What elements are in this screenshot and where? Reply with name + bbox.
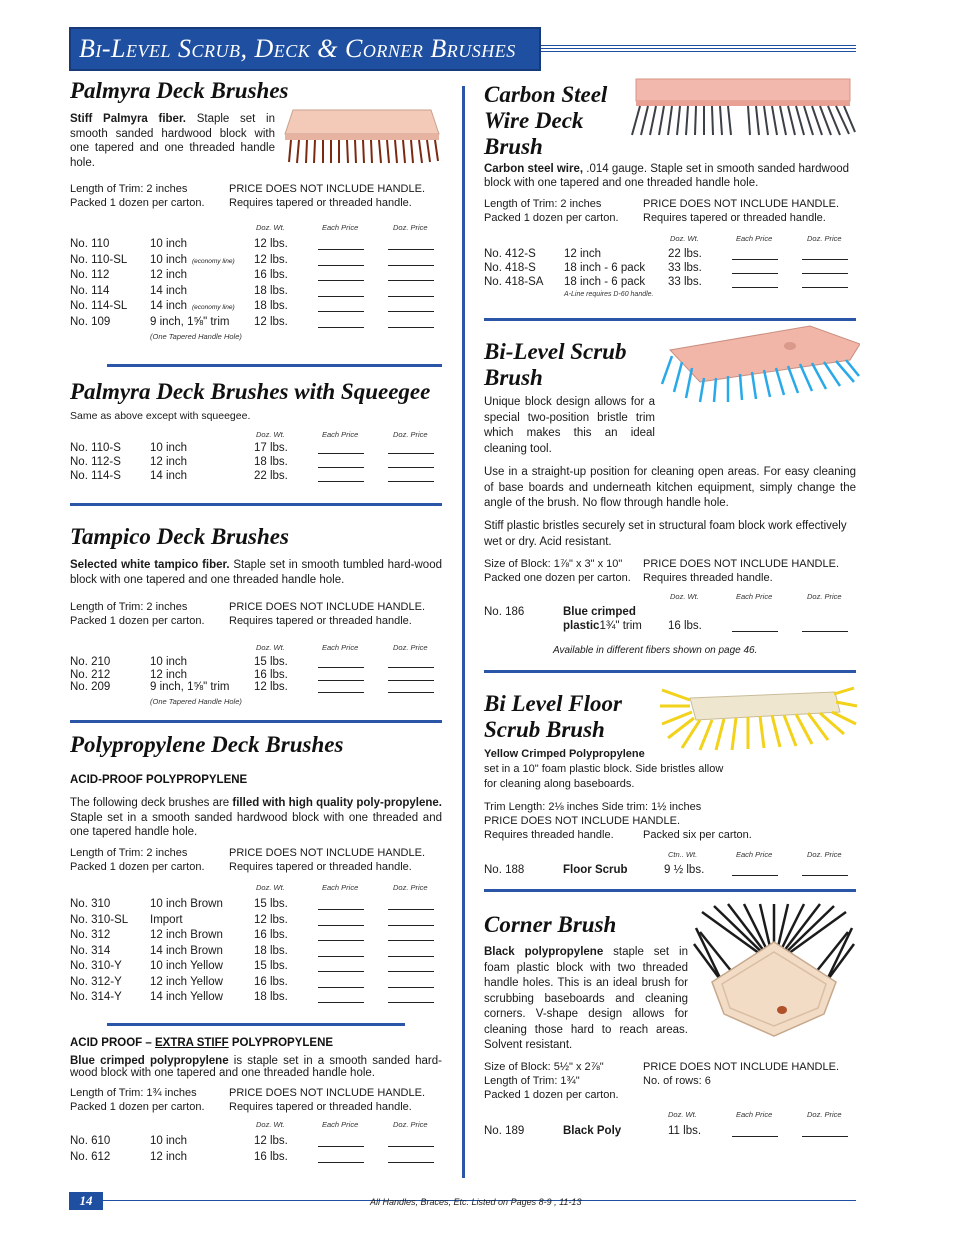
tampico-trim: Length of Trim: 2 inches (70, 601, 188, 613)
tampico-description: Selected white tampico fiber. Staple set in smooth tumbled hard-wood block with one tapered and one threaded handle hole. (70, 559, 442, 586)
palmyra-price-note: PRICE DOES NOT INCLUDE HANDLE. (229, 183, 426, 195)
corner-size: Size of Block: 5½" x 2⅞" (484, 1061, 604, 1073)
poly-extra-price-note: PRICE DOES NOT INCLUDE HANDLE. (229, 1087, 426, 1099)
carbon-heading-line1: Carbon Steel (484, 82, 608, 107)
each-price-field[interactable] (318, 670, 364, 681)
col-header-each: Each Price (322, 430, 359, 439)
each-price-field[interactable] (732, 865, 778, 876)
doz-price-field[interactable] (802, 1126, 848, 1137)
squeegee-description: Same as above except with squeegee. (70, 410, 251, 422)
bilevel-heading-line2: Brush (484, 365, 543, 390)
bilevel-packed: Packed one dozen per carton. (484, 572, 631, 584)
doz-price-field[interactable] (388, 239, 434, 250)
each-price-field[interactable] (318, 443, 364, 454)
corner-trim: Length of Trim: 1¾" (484, 1075, 580, 1087)
header-decorative-lines (541, 45, 856, 53)
table-row: No. 189 Black Poly 11 lbs. (484, 1125, 856, 1141)
carbon-packed: Packed 1 dozen per carton. (484, 212, 619, 224)
poly-price-table (70, 898, 442, 1007)
palmyra-heading: Palmyra Deck Brushes (70, 78, 289, 103)
corner-price-table (484, 1125, 856, 1141)
each-price-field[interactable] (318, 899, 364, 910)
doz-price-field[interactable] (388, 946, 434, 957)
section-divider (70, 720, 442, 723)
col-header-each: Each Price (322, 883, 359, 892)
carbon-price-table (484, 248, 856, 290)
table-row: No. 310-Y 10 inch Yellow 15 lbs. (70, 960, 442, 976)
table-row: No. 188 Floor Scrub 9 ½ lbs. (484, 864, 856, 880)
poly-description: The following deck brushes are filled with high quality poly-propylene. Staple set in a smooth sanded hardwood block with one threaded and one tapered handle hole. (70, 797, 442, 838)
bi-level-scrub-brush-image (660, 322, 860, 404)
section-divider (484, 318, 856, 321)
col-header-wt: Doz. Wt. (256, 643, 285, 652)
each-price-field[interactable] (318, 682, 364, 693)
bilevel-availability-note: Available in different fibers shown on page 46. (553, 645, 758, 656)
bilevel-price-note: PRICE DOES NOT INCLUDE HANDLE. (643, 558, 840, 570)
col-header-doz: Doz. Price (393, 223, 428, 232)
col-header-each: Each Price (736, 234, 773, 243)
col-header-each: Each Price (322, 643, 359, 652)
table-row: No. 312 12 inch Brown 16 lbs. (70, 929, 442, 945)
section-divider (107, 1023, 405, 1026)
doz-price-field[interactable] (388, 657, 434, 668)
poly-heading: Polypropylene Deck Brushes (70, 732, 344, 757)
doz-price-field[interactable] (388, 270, 434, 281)
poly-subheading: ACID-PROOF POLYPROPYLENE (70, 774, 248, 786)
each-price-field[interactable] (318, 915, 364, 926)
col-header-doz: Doz. Price (807, 850, 842, 859)
table-row: No. 314 14 inch Brown 18 lbs. (70, 945, 442, 961)
doz-price-field[interactable] (388, 682, 434, 693)
palmyra-price-table (70, 238, 442, 331)
col-header-doz: Doz. Price (807, 1110, 842, 1119)
table-row: No. 112-S 12 inch 18 lbs. (70, 456, 442, 470)
palmyra-brush-image (281, 106, 443, 166)
doz-price-field[interactable] (388, 443, 434, 454)
col-header-doz: Doz. Price (393, 1120, 428, 1129)
poly-extra-stiff-subheading: ACID PROOF – EXTRA STIFF POLYPROPYLENE (70, 1037, 334, 1049)
poly-extra-packed: Packed 1 dozen per carton. (70, 1101, 205, 1113)
page-title: Bi-Level Scrub, Deck & Corner Brushes (79, 34, 516, 63)
col-header-wt: Doz. Wt. (256, 223, 285, 232)
each-price-field[interactable] (318, 301, 364, 312)
floor-description: Yellow Crimped Polypropylene set in a 10" foam plastic block. Side bristles allow for cleaning along baseboards. (484, 748, 724, 790)
table-row: No. 110 10 inch 12 lbs. (70, 238, 442, 254)
each-price-field[interactable] (318, 239, 364, 250)
doz-price-field[interactable] (388, 317, 434, 328)
table-row: No. 612 12 inch 16 lbs. (70, 1151, 442, 1167)
poly-trim: Length of Trim: 2 inches (70, 847, 188, 859)
each-price-field[interactable] (318, 270, 364, 281)
col-header-doz: Doz. Price (807, 234, 842, 243)
table-row: No. 212 12 inch 16 lbs. (70, 669, 442, 682)
each-price-field[interactable] (318, 317, 364, 328)
floor-scrub-brush-image (660, 684, 858, 754)
tampico-heading: Tampico Deck Brushes (70, 524, 289, 549)
each-price-field[interactable] (732, 277, 778, 288)
palmyra-footnote: (One Tapered Handle Hole) (150, 332, 242, 341)
doz-price-field[interactable] (388, 961, 434, 972)
poly-packed: Packed 1 dozen per carton. (70, 861, 205, 873)
col-header-each: Each Price (322, 223, 359, 232)
col-header-wt: Doz. Wt. (668, 1110, 697, 1119)
table-row: No. 412-S 12 inch 22 lbs. (484, 248, 856, 262)
each-price-field[interactable] (318, 977, 364, 988)
page-number: 14 (69, 1192, 103, 1210)
table-row: No. 186 Blue crimped plastic 1¾" trim 16 lbs. (484, 606, 856, 636)
table-row: No. 312-Y 12 inch Yellow 16 lbs. (70, 976, 442, 992)
tampico-handle-note: Requires tapered or threaded handle. (229, 615, 412, 627)
each-price-field[interactable] (318, 1136, 364, 1147)
bilevel-description-2: Use in a straight-up position for cleaning open areas. For easy cleaning of base boards and underneath kitchen equipment, simply change the angle of the brush. No flow through handle hole. (484, 466, 856, 509)
poly-extra-handle-note: Requires tapered or threaded handle. (229, 1101, 412, 1113)
tampico-price-table (70, 656, 442, 694)
doz-price-field[interactable] (388, 457, 434, 468)
doz-price-field[interactable] (388, 899, 434, 910)
corner-rows-note: No. of rows: 6 (643, 1075, 711, 1087)
doz-price-field[interactable] (388, 930, 434, 941)
each-price-field[interactable] (318, 1152, 364, 1163)
each-price-field[interactable] (318, 992, 364, 1003)
table-row: No. 109 9 inch, 1⅝" trim 12 lbs. (70, 316, 442, 332)
corner-packed: Packed 1 dozen per carton. (484, 1089, 619, 1101)
table-row: No. 114-S 14 inch 22 lbs. (70, 470, 442, 484)
bilevel-description-1: Unique block design allows for a special two-position bristle trim which makes this an ideal cleaning tool. (484, 396, 655, 455)
carbon-description: Carbon steel wire, .014 gauge. Staple set in smooth sanded hardwood block with one tapered and one threaded handle hole. (484, 163, 850, 189)
tampico-price-note: PRICE DOES NOT INCLUDE HANDLE. (229, 601, 426, 613)
squeegee-price-table (70, 442, 442, 484)
each-price-field[interactable] (318, 657, 364, 668)
corner-brush-image (692, 902, 856, 1042)
col-header-doz: Doz. Price (807, 592, 842, 601)
doz-price-field[interactable] (388, 301, 434, 312)
table-row: No. 114-SL 14 inch (economy line) 18 lbs. (70, 300, 442, 316)
col-header-wt: Doz. Wt. (256, 1120, 285, 1129)
doz-price-field[interactable] (388, 992, 434, 1003)
carbon-footnote: A-Line requires D-60 handle. (564, 291, 654, 298)
table-row: No. 314-Y 14 inch Yellow 18 lbs. (70, 991, 442, 1007)
tampico-footnote: (One Tapered Handle Hole) (150, 697, 242, 706)
doz-price-field[interactable] (388, 915, 434, 926)
bilevel-description-3: Stiff plastic bristles securely set in structural foam block work effectively wet or dry. Acid resistant. (484, 520, 847, 548)
doz-price-field[interactable] (802, 263, 848, 274)
page-header-banner (69, 27, 541, 71)
floor-price-table (484, 864, 856, 880)
each-price-field[interactable] (732, 621, 778, 632)
col-header-wt: Ctn.. Wt. (668, 850, 698, 859)
col-header-wt: Doz. Wt. (670, 234, 699, 243)
col-header-wt: Doz. Wt. (256, 430, 285, 439)
table-row: No. 310 10 inch Brown 15 lbs. (70, 898, 442, 914)
floor-handle-note: Requires threaded handle. (484, 829, 614, 841)
doz-price-field[interactable] (388, 1136, 434, 1147)
col-header-each: Each Price (736, 1110, 773, 1119)
column-divider (462, 86, 465, 1178)
col-header-doz: Doz. Price (393, 883, 428, 892)
col-header-wt: Doz. Wt. (670, 592, 699, 601)
section-divider (70, 503, 442, 506)
corner-heading: Corner Brush (484, 912, 617, 937)
doz-price-field[interactable] (802, 277, 848, 288)
table-row: No. 310-SL Import 12 lbs. (70, 914, 442, 930)
squeegee-heading: Palmyra Deck Brushes with Squeegee (70, 379, 431, 404)
col-header-doz: Doz. Price (393, 430, 428, 439)
poly-price-note: PRICE DOES NOT INCLUDE HANDLE. (229, 847, 426, 859)
doz-price-field[interactable] (388, 670, 434, 681)
each-price-field[interactable] (318, 930, 364, 941)
table-row: No. 110-S 10 inch 17 lbs. (70, 442, 442, 456)
carbon-wire-brush-image (628, 77, 858, 139)
section-divider (484, 670, 856, 673)
table-row: No. 114 14 inch 18 lbs. (70, 285, 442, 301)
palmyra-handle-note: Requires tapered or threaded handle. (229, 197, 412, 209)
col-header-doz: Doz. Price (393, 643, 428, 652)
each-price-field[interactable] (318, 961, 364, 972)
each-price-field[interactable] (732, 1126, 778, 1137)
doz-price-field[interactable] (388, 471, 434, 482)
carbon-handle-note: Requires tapered or threaded handle. (643, 212, 826, 224)
table-row: No. 418-SA 18 inch - 6 pack 33 lbs. (484, 276, 856, 290)
section-divider (484, 889, 856, 892)
floor-heading-line2: Scrub Brush (484, 717, 605, 742)
floor-price-note: PRICE DOES NOT INCLUDE HANDLE. (484, 815, 681, 827)
each-price-field[interactable] (318, 286, 364, 297)
doz-price-field[interactable] (802, 621, 848, 632)
table-row: No. 112 12 inch 16 lbs. (70, 269, 442, 285)
footer-note: All Handles, Braces, Etc. Listed on Pages 8-9 , 11-13 (370, 1197, 582, 1207)
poly-extra-trim: Length of Trim: 1¾ inches (70, 1087, 197, 1099)
doz-price-field[interactable] (802, 865, 848, 876)
each-price-field[interactable] (732, 249, 778, 260)
carbon-trim: Length of Trim: 2 inches (484, 198, 602, 210)
each-price-field[interactable] (318, 471, 364, 482)
table-row: No. 110-SL 10 inch (economy line) 12 lbs. (70, 254, 442, 270)
palmyra-description: Stiff Palmyra fiber. Staple set in smooth sanded hardwood block with one tapered and one threaded handle hole. (70, 113, 276, 169)
section-divider (107, 364, 442, 367)
table-row: No. 610 10 inch 12 lbs. (70, 1135, 442, 1151)
table-row: No. 210 10 inch 15 lbs. (70, 656, 442, 669)
bilevel-price-table (484, 606, 856, 636)
col-header-each: Each Price (736, 850, 773, 859)
floor-packed: Packed six per carton. (643, 829, 752, 841)
poly-extra-stiff-description: Blue crimped polypropylene is staple set in a smooth sanded hard-wood block with one tapered and one threaded handle hole. (70, 1055, 442, 1079)
doz-price-field[interactable] (388, 286, 434, 297)
corner-price-note: PRICE DOES NOT INCLUDE HANDLE. (643, 1061, 840, 1073)
col-header-each: Each Price (322, 1120, 359, 1129)
table-row: No. 209 9 inch, 1⅝" trim 12 lbs. (70, 681, 442, 694)
tampico-packed: Packed 1 dozen per carton. (70, 615, 205, 627)
doz-price-field[interactable] (388, 255, 434, 266)
doz-price-field[interactable] (388, 1152, 434, 1163)
poly-handle-note: Requires tapered or threaded handle. (229, 861, 412, 873)
each-price-field[interactable] (732, 263, 778, 274)
doz-price-field[interactable] (802, 249, 848, 260)
doz-price-field[interactable] (388, 977, 434, 988)
carbon-heading-line3: Brush (484, 134, 543, 159)
bilevel-handle-note: Requires threaded handle. (643, 572, 773, 584)
col-header-each: Each Price (736, 592, 773, 601)
carbon-price-note: PRICE DOES NOT INCLUDE HANDLE. (643, 198, 840, 210)
poly-extra-price-table (70, 1135, 442, 1166)
each-price-field[interactable] (318, 457, 364, 468)
col-header-wt: Doz. Wt. (256, 883, 285, 892)
corner-description: Black polypropylene staple set in foam plastic block with two threaded handle holes. This is an ideal brush for scrubbing baseboards and cleaning corners. V-shape design allows for cleaning those hard to reach areas. Solvent resistant. (484, 946, 688, 1051)
bilevel-size: Size of Block: 1⅞" x 3" x 10" (484, 558, 623, 570)
each-price-field[interactable] (318, 255, 364, 266)
each-price-field[interactable] (318, 946, 364, 957)
floor-trim: Trim Length: 2⅛ inches Side trim: 1½ inches (484, 801, 702, 813)
table-row: No. 418-S 18 inch - 6 pack 33 lbs. (484, 262, 856, 276)
carbon-heading-line2: Wire Deck (484, 108, 584, 133)
bilevel-heading-line1: Bi-Level Scrub (484, 339, 627, 364)
floor-heading-line1: Bi Level Floor (484, 691, 622, 716)
palmyra-trim: Length of Trim: 2 inches (70, 183, 188, 195)
palmyra-packed: Packed 1 dozen per carton. (70, 197, 205, 209)
